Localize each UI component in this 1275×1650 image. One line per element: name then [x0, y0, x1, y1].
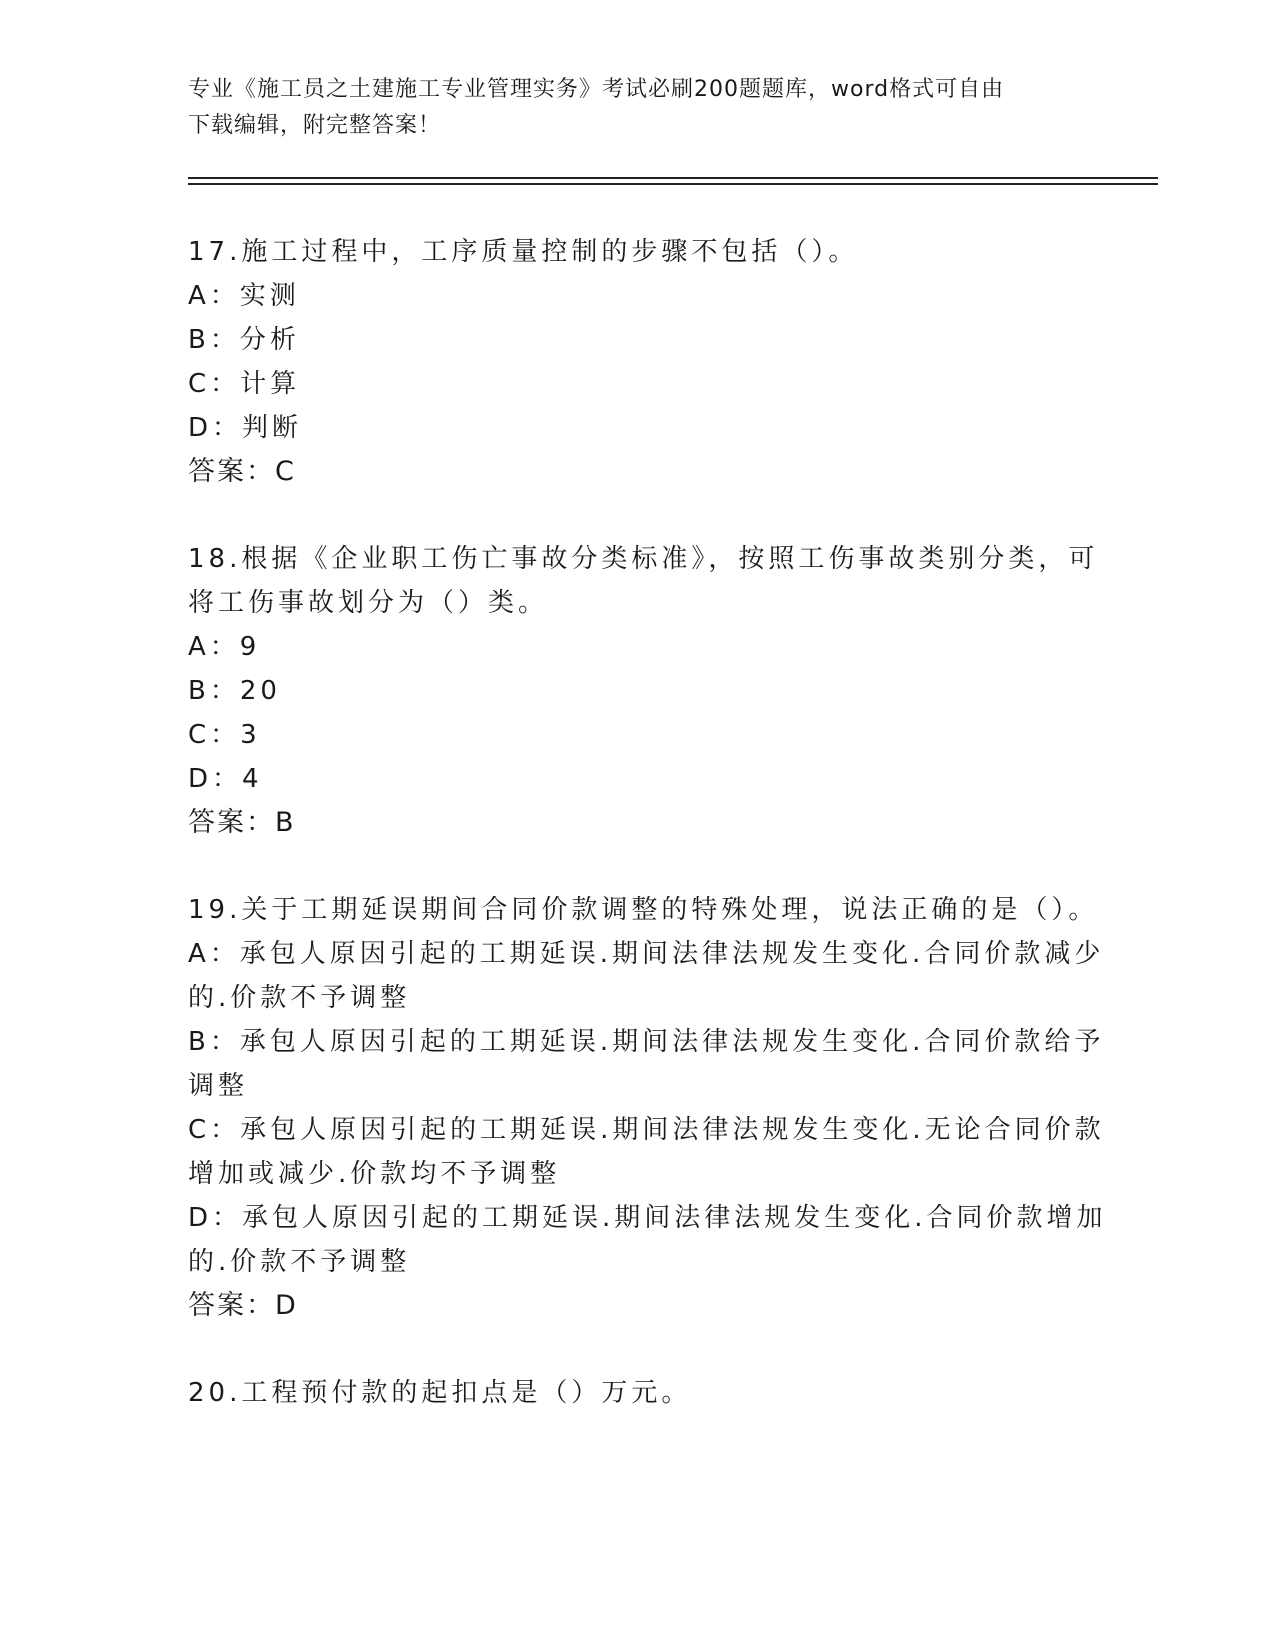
question-18-text-line-2: 将工伤事故划分为（）类。: [188, 588, 549, 618]
header-line-1: 专业《施工员之土建施工专业管理实务》考试必刷200题题库，word格式可自由: [188, 77, 1005, 102]
question-17-option-d: D：判断: [188, 413, 303, 443]
question-18-option-a: A：9: [188, 632, 261, 662]
document-header: [188, 72, 1088, 144]
question-17-option-a: A：实测: [188, 281, 300, 311]
question-19-option-d-line-2: 的.价款不予调整: [188, 1247, 411, 1277]
question-20-text: 20.工程预付款的起扣点是（）万元。: [188, 1378, 692, 1408]
question-19-text: 19.关于工期延误期间合同价款调整的特殊处理，说法正确的是（）。: [188, 895, 1099, 925]
question-19-option-d-line-1: D：承包人原因引起的工期延误.期间法律法规发生变化.合同价款增加: [188, 1203, 1107, 1233]
question-17-option-c: C：计算: [188, 369, 301, 399]
question-18-option-c: C：3: [188, 720, 261, 750]
question-18-answer: 答案：B: [188, 807, 296, 838]
question-19-option-b-line-2: 调整: [188, 1071, 249, 1101]
header-divider-top: [188, 177, 1158, 179]
question-19-option-b-line-1: B：承包人原因引起的工期延误.期间法律法规发生变化.合同价款给予: [188, 1027, 1105, 1057]
question-19-option-c-line-1: C：承包人原因引起的工期延误.期间法律法规发生变化.无论合同价款: [188, 1115, 1105, 1145]
question-19-option-c-line-2: 增加或减少.价款均不予调整: [188, 1159, 561, 1189]
question-19-answer: 答案：D: [188, 1290, 298, 1321]
question-17-option-b: B：分析: [188, 325, 300, 355]
question-17-answer: 答案：C: [188, 456, 296, 487]
question-18-text-line-1: 18.根据《企业职工伤亡事故分类标准》，按照工伤事故类别分类，可: [188, 544, 1099, 574]
header-divider-bottom: [188, 183, 1158, 185]
question-18-option-d: D：4: [188, 764, 263, 794]
question-17-text: 17.施工过程中，工序质量控制的步骤不包括（）。: [188, 237, 859, 267]
question-19-option-a-line-2: 的.价款不予调整: [188, 983, 411, 1013]
header-line-2: 下载编辑，附完整答案！: [188, 113, 442, 138]
question-18-option-b: B：20: [188, 676, 281, 706]
question-19-option-a-line-1: A：承包人原因引起的工期延误.期间法律法规发生变化.合同价款减少: [188, 939, 1105, 969]
